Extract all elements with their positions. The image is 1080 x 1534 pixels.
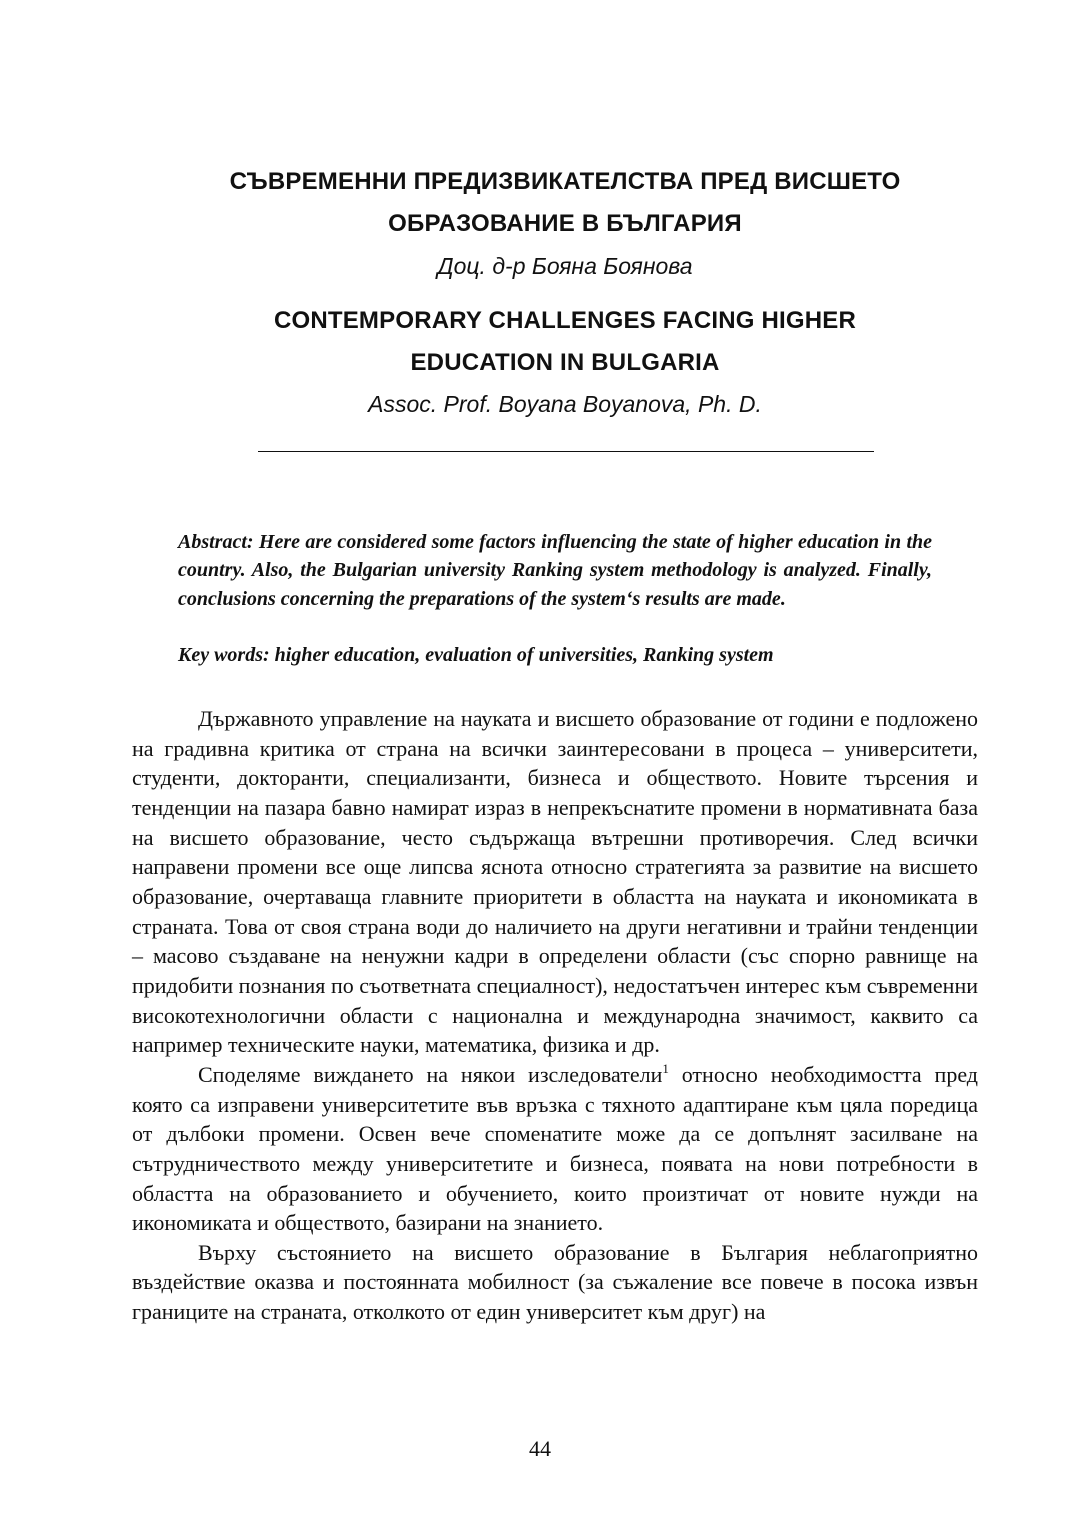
paragraph-1: Държавното управление на науката и висшето образование от години е подложено на градивна критика от страна на всички заинтересовани в процеса – университети, студенти, докторанти, специализанти, бизнеса и обществото. Новите търсения и тенденции на пазара бавно намират израз в непрекъснатите промени в нормативната база на висшето образование, често съдържаща вътрешни противоречия. След всички направени промени все още липсва яснота относно стратегията за развитие на висшето образование, очертаваща главните приоритети в областта на науката и икономиката в страната. Това от своя страна води до наличието на други негативни и трайни тенденции – масово създаване на ненужни кадри в определени области (със спорно равнище на придобити познания по съответната специалност), недостатъчен интерес към съвременни високотехнологични области с национална и международна значимост, каквито са например техническите науки, математика, физика и др. [132, 706, 978, 1058]
paragraph-2 [132, 1060, 978, 1238]
abstract-text: Here are considered some factors influencing the state of higher education in the country. Also, the Bulgarian university Ranking system methodology is analyzed. Finally, conclusions concerning the preparations of the system‘s results are made. [178, 531, 933, 610]
abstract-label: Abstract: [178, 531, 254, 553]
footnote-reference[interactable]: 1 [662, 1060, 669, 1076]
title-bg-line2: ОБРАЗОВАНИЕ В БЪЛГАРИЯ [388, 210, 742, 237]
title-en-line1: CONTEMPORARY CHALLENGES FACING HIGHER [273, 307, 857, 334]
page-number: 44 [529, 1436, 551, 1461]
author-en: Assoc. Prof. Boyana Boyanova, Ph. D. [368, 391, 762, 417]
title-divider [258, 451, 874, 452]
keywords-text: higher education, evaluation of universities, Ranking system [274, 644, 774, 666]
keywords [178, 641, 932, 669]
title-bg-line1: СЪВРЕМЕННИ ПРЕДИЗВИКАТЕЛСТВА ПРЕД ВИСШЕТО [229, 168, 901, 195]
body-text [132, 704, 978, 1327]
keywords-label: Key words: [178, 644, 270, 666]
paragraph-3: Върху състоянието на висшето образование в България неблагоприятно въздействие оказва и постоянната мобилност (за съжаление все повече в посока извън границите на страната, отколкото от един университет към друг) на [132, 1239, 978, 1325]
abstract [178, 528, 932, 613]
title-en-line2: EDUCATION IN BULGARIA [410, 349, 720, 376]
paragraph-2-start: Споделяме виждането на някои изследователи [198, 1061, 663, 1087]
paragraph-2-rest: относно необходимостта пред която са изправени университетите във връзка с тяхното адаптиране към цяла поредица от дълбоки промени. Освен вече споменатите може да се допълнят засилване на сътрудничеството между университетите и бизнеса, появата на нови потребности в областта на образованието и обучението, които произтичат от новите нужди на икономиката и обществото, базирани на знанието. [132, 1061, 978, 1236]
author-bg: Доц. д-р Бояна Боянова [437, 253, 693, 279]
